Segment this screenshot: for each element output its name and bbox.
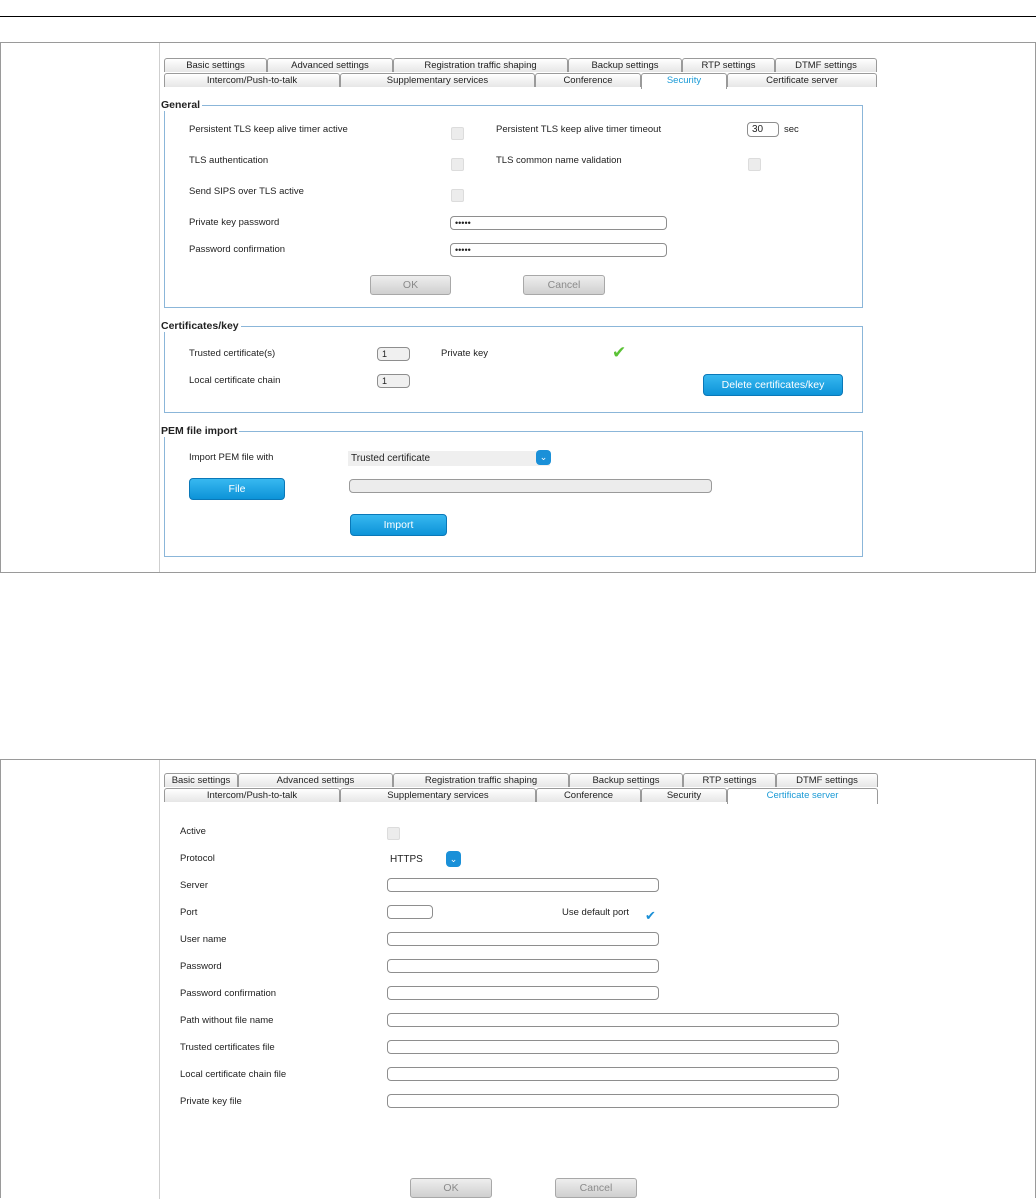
tab-intercom-push-to-talk[interactable]: Intercom/Push-to-talk bbox=[164, 73, 340, 87]
sips-checkbox[interactable] bbox=[451, 189, 464, 202]
local-certificate-chain-count bbox=[377, 374, 410, 388]
password-confirmation-label: Password confirmation bbox=[189, 244, 286, 255]
use-default-port-checkbox[interactable] bbox=[644, 909, 657, 922]
tab-dtmf-settings[interactable]: DTMF settings bbox=[776, 773, 878, 787]
tab-backup-settings[interactable]: Backup settings bbox=[569, 773, 683, 787]
file-button[interactable]: File bbox=[189, 478, 285, 500]
import-pem-with-label: Import PEM file with bbox=[189, 452, 274, 463]
tab-dtmf-settings[interactable]: DTMF settings bbox=[775, 58, 877, 72]
tls-cn-validation-checkbox[interactable] bbox=[748, 158, 761, 171]
trusted-certificates-label: Trusted certificate(s) bbox=[189, 348, 276, 359]
tab-security[interactable]: Security bbox=[641, 788, 727, 802]
tab-advanced-settings[interactable]: Advanced settings bbox=[238, 773, 393, 787]
pem-import-legend: PEM file import bbox=[161, 425, 238, 437]
private-key-label: Private key bbox=[441, 348, 488, 359]
protocol-label: Protocol bbox=[180, 853, 215, 864]
cancel-button[interactable]: Cancel bbox=[523, 275, 605, 295]
left-divider bbox=[159, 760, 160, 1199]
tab-conference[interactable]: Conference bbox=[536, 788, 641, 802]
certificates-key-legend: Certificates/key bbox=[161, 320, 239, 332]
certificate-server-screenshot-frame bbox=[0, 759, 1036, 1198]
trusted-certificates-file-input[interactable] bbox=[387, 1040, 839, 1054]
security-screenshot-frame bbox=[0, 42, 1036, 573]
tab-certificate-server[interactable]: Certificate server bbox=[727, 788, 878, 804]
ok-button[interactable]: OK bbox=[370, 275, 451, 295]
tab-basic-settings[interactable]: Basic settings bbox=[164, 773, 238, 787]
active-checkbox[interactable] bbox=[387, 827, 400, 840]
trusted-certificates-count bbox=[377, 347, 410, 361]
delete-certificates-button[interactable]: Delete certificates/key bbox=[703, 374, 843, 396]
tab-backup-settings[interactable]: Backup settings bbox=[568, 58, 682, 72]
tab-registration-traffic-shaping[interactable]: Registration traffic shaping bbox=[393, 773, 569, 787]
upload-progress-bar bbox=[349, 479, 712, 493]
import-button[interactable]: Import bbox=[350, 514, 447, 536]
server-label: Server bbox=[180, 880, 208, 891]
tab-supplementary-services[interactable]: Supplementary services bbox=[340, 73, 535, 87]
port-input[interactable] bbox=[387, 905, 433, 919]
tls-keepalive-checkbox[interactable] bbox=[451, 127, 464, 140]
tab-registration-traffic-shaping[interactable]: Registration traffic shaping bbox=[393, 58, 568, 72]
password-input[interactable] bbox=[387, 959, 659, 973]
protocol-value: HTTPS bbox=[390, 854, 423, 865]
tls-keepalive-timeout-input[interactable] bbox=[747, 122, 779, 137]
use-default-port-label: Use default port bbox=[562, 907, 630, 918]
tls-cn-validation-label: TLS common name validation bbox=[496, 155, 622, 166]
timeout-unit: sec bbox=[784, 124, 799, 135]
certificates-key-group bbox=[161, 320, 863, 413]
server-input[interactable] bbox=[387, 878, 659, 892]
private-key-file-label: Private key file bbox=[180, 1096, 242, 1107]
tab-rtp-settings[interactable]: RTP settings bbox=[683, 773, 776, 787]
private-key-file-input[interactable] bbox=[387, 1094, 839, 1108]
password-confirmation-input[interactable] bbox=[387, 986, 659, 1000]
general-legend: General bbox=[161, 99, 201, 111]
cancel-button[interactable]: Cancel bbox=[555, 1178, 637, 1198]
user-name-label: User name bbox=[180, 934, 227, 945]
password-label: Password bbox=[180, 961, 222, 972]
local-certificate-chain-label: Local certificate chain bbox=[189, 375, 281, 386]
top-rule bbox=[0, 16, 1036, 17]
tab-conference[interactable]: Conference bbox=[535, 73, 641, 87]
password-confirmation-label: Password confirmation bbox=[180, 988, 277, 999]
import-type-value: Trusted certificate bbox=[351, 453, 431, 464]
tab-advanced-settings[interactable]: Advanced settings bbox=[267, 58, 393, 72]
tab-basic-settings[interactable]: Basic settings bbox=[164, 58, 267, 72]
tls-auth-checkbox[interactable] bbox=[451, 158, 464, 171]
tls-keepalive-label: Persistent TLS keep alive timer active bbox=[189, 124, 348, 135]
active-label: Active bbox=[180, 826, 206, 837]
tls-keepalive-timeout-label: Persistent TLS keep alive timer timeout bbox=[496, 124, 662, 135]
tls-auth-label: TLS authentication bbox=[189, 155, 269, 166]
protocol-select[interactable] bbox=[387, 852, 460, 868]
chevron-down-icon: ⌄ bbox=[446, 851, 461, 867]
path-label: Path without file name bbox=[180, 1015, 274, 1026]
private-key-password-label: Private key password bbox=[189, 217, 280, 228]
chevron-down-icon: ⌄ bbox=[536, 450, 551, 465]
path-input[interactable] bbox=[387, 1013, 839, 1027]
private-key-check-icon: ✔ bbox=[612, 343, 627, 362]
ok-button[interactable]: OK bbox=[410, 1178, 492, 1198]
password-confirmation-input[interactable] bbox=[450, 243, 667, 257]
user-name-input[interactable] bbox=[387, 932, 659, 946]
tab-rtp-settings[interactable]: RTP settings bbox=[682, 58, 775, 72]
checkmark-icon: ✔ bbox=[645, 908, 656, 923]
import-type-select[interactable] bbox=[348, 451, 550, 466]
local-certificate-chain-file-label: Local certificate chain file bbox=[180, 1069, 287, 1080]
tab-intercom-push-to-talk[interactable]: Intercom/Push-to-talk bbox=[164, 788, 340, 802]
tab-supplementary-services[interactable]: Supplementary services bbox=[340, 788, 536, 802]
tab-certificate-server[interactable]: Certificate server bbox=[727, 73, 877, 87]
sips-label: Send SIPS over TLS active bbox=[189, 186, 304, 197]
left-divider bbox=[159, 43, 160, 572]
private-key-password-input[interactable] bbox=[450, 216, 667, 230]
port-label: Port bbox=[180, 907, 198, 918]
local-certificate-chain-file-input[interactable] bbox=[387, 1067, 839, 1081]
trusted-certificates-file-label: Trusted certificates file bbox=[180, 1042, 275, 1053]
tab-security[interactable]: Security bbox=[641, 73, 727, 89]
